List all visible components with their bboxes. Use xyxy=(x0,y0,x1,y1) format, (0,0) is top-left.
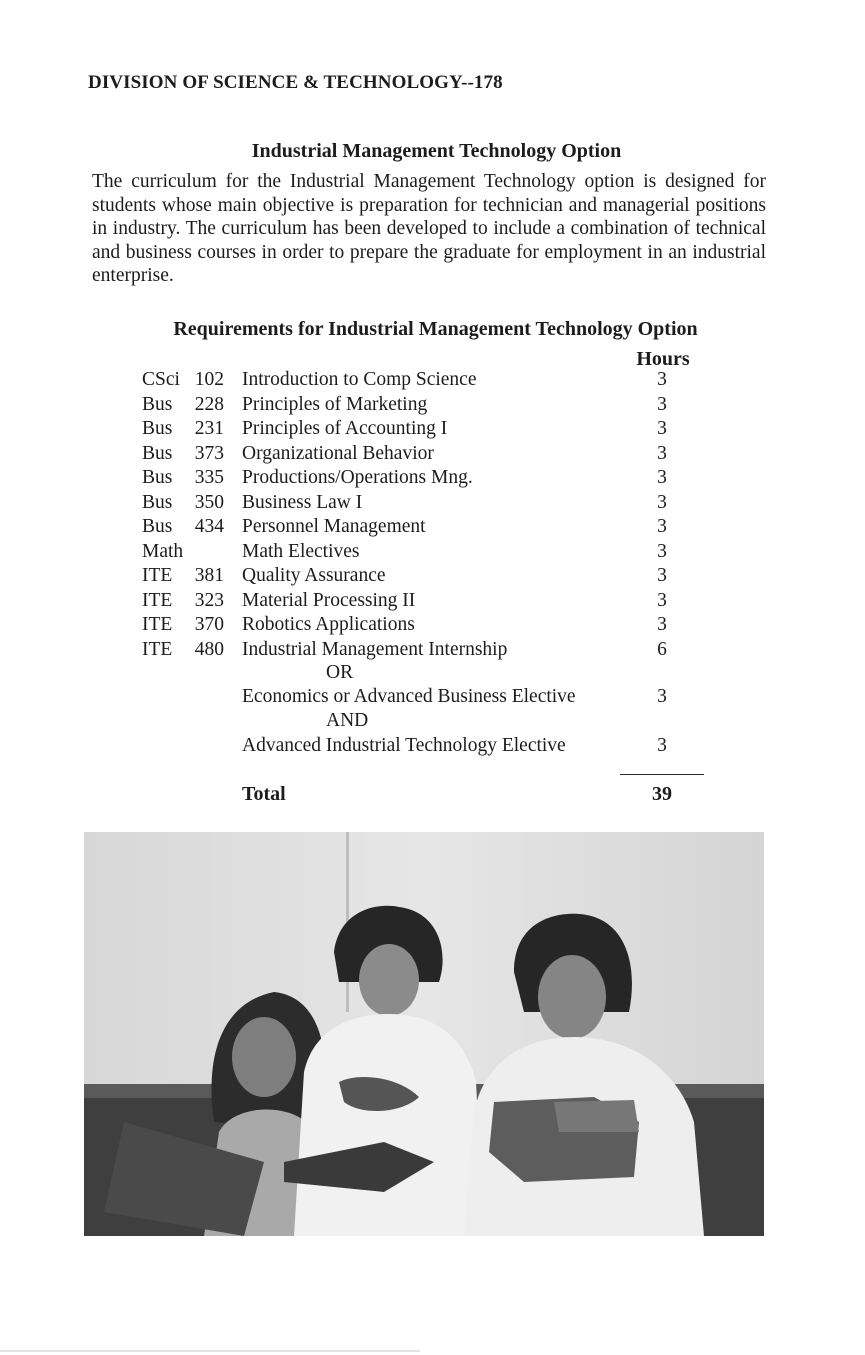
course-title: Business Law I xyxy=(242,491,363,513)
additional-course-title: Advanced Industrial Technology Elective xyxy=(242,735,566,756)
course-row xyxy=(0,369,865,394)
or-connector: OR xyxy=(326,662,354,683)
course-hours: 3 xyxy=(657,565,667,586)
course-number: 102 xyxy=(194,369,224,390)
total-label: Total xyxy=(242,783,286,805)
course-hours: 3 xyxy=(657,369,667,390)
course-row xyxy=(0,590,865,615)
course-title: Productions/Operations Mng. xyxy=(242,467,473,488)
course-dept: Bus xyxy=(142,516,173,537)
course-number: 350 xyxy=(194,491,224,513)
course-title: Material Processing II xyxy=(242,589,416,611)
bottom-edge-line xyxy=(0,1350,420,1352)
course-dept: Math xyxy=(142,540,184,562)
course-row xyxy=(0,614,865,639)
course-number: 373 xyxy=(194,442,224,464)
course-number: 480 xyxy=(194,638,224,660)
total-hours: 39 xyxy=(652,783,672,805)
course-row xyxy=(0,418,865,443)
course-dept: Bus xyxy=(142,491,173,513)
course-title: Principles of Accounting I xyxy=(242,418,448,439)
intro-paragraph: The curriculum for the Industrial Management Technology option is designed for students whose main objective is preparation for technician and managerial positions in industry. The curriculum has been developed to include a combination of technical and business courses in order to prepare the graduate for employment in an industrial enterprise. xyxy=(92,171,766,286)
course-row xyxy=(0,467,865,492)
course-number: 381 xyxy=(194,565,224,586)
course-dept: CSci xyxy=(142,369,180,390)
course-row xyxy=(0,541,865,566)
course-title: Organizational Behavior xyxy=(242,442,434,464)
requirements-title: Requirements for Industrial Management Technology Option xyxy=(173,318,698,340)
alternative-course-hours: 3 xyxy=(657,686,667,707)
course-title: Quality Assurance xyxy=(242,565,386,586)
total-divider xyxy=(620,774,704,775)
course-dept: Bus xyxy=(142,442,173,464)
course-hours: 3 xyxy=(657,491,667,513)
course-number: 370 xyxy=(194,614,224,635)
course-hours: 3 xyxy=(657,467,667,488)
course-hours: 3 xyxy=(657,589,667,611)
course-row xyxy=(0,394,865,419)
course-dept: ITE xyxy=(142,565,173,586)
course-title: Industrial Management Internship xyxy=(242,638,508,660)
course-row xyxy=(0,516,865,541)
course-title: Personnel Management xyxy=(242,516,426,537)
course-dept: ITE xyxy=(142,638,173,660)
course-hours: 3 xyxy=(657,516,667,537)
course-dept: Bus xyxy=(142,418,173,439)
additional-course-hours: 3 xyxy=(657,735,667,756)
course-title: Math Electives xyxy=(242,540,360,562)
course-number: 228 xyxy=(194,393,224,415)
course-number: 434 xyxy=(194,516,224,537)
course-hours: 3 xyxy=(657,540,667,562)
course-title: Introduction to Comp Science xyxy=(242,369,477,390)
course-number: 335 xyxy=(194,467,224,488)
course-number: 231 xyxy=(194,418,224,439)
course-hours: 6 xyxy=(657,638,667,660)
alternative-course-title: Economics or Advanced Business Elective xyxy=(242,686,576,707)
course-hours: 3 xyxy=(657,418,667,439)
page-header: DIVISION OF SCIENCE & TECHNOLOGY--178 xyxy=(88,72,503,93)
section-title: Industrial Management Technology Option xyxy=(251,140,622,162)
course-number: 323 xyxy=(194,589,224,611)
course-row xyxy=(0,443,865,468)
course-dept: Bus xyxy=(142,467,173,488)
course-row xyxy=(0,565,865,590)
course-title: Robotics Applications xyxy=(242,614,415,635)
course-hours: 3 xyxy=(657,442,667,464)
course-dept: ITE xyxy=(142,589,173,611)
course-row xyxy=(0,639,865,664)
hours-column-header: Hours xyxy=(636,348,690,370)
course-hours: 3 xyxy=(657,393,667,415)
course-row xyxy=(0,492,865,517)
course-dept: Bus xyxy=(142,393,173,415)
course-hours: 3 xyxy=(657,614,667,635)
course-title: Principles of Marketing xyxy=(242,393,428,415)
student-photo xyxy=(84,832,764,1236)
course-dept: ITE xyxy=(142,614,173,635)
course-list xyxy=(0,369,865,663)
and-connector: AND xyxy=(326,710,369,731)
